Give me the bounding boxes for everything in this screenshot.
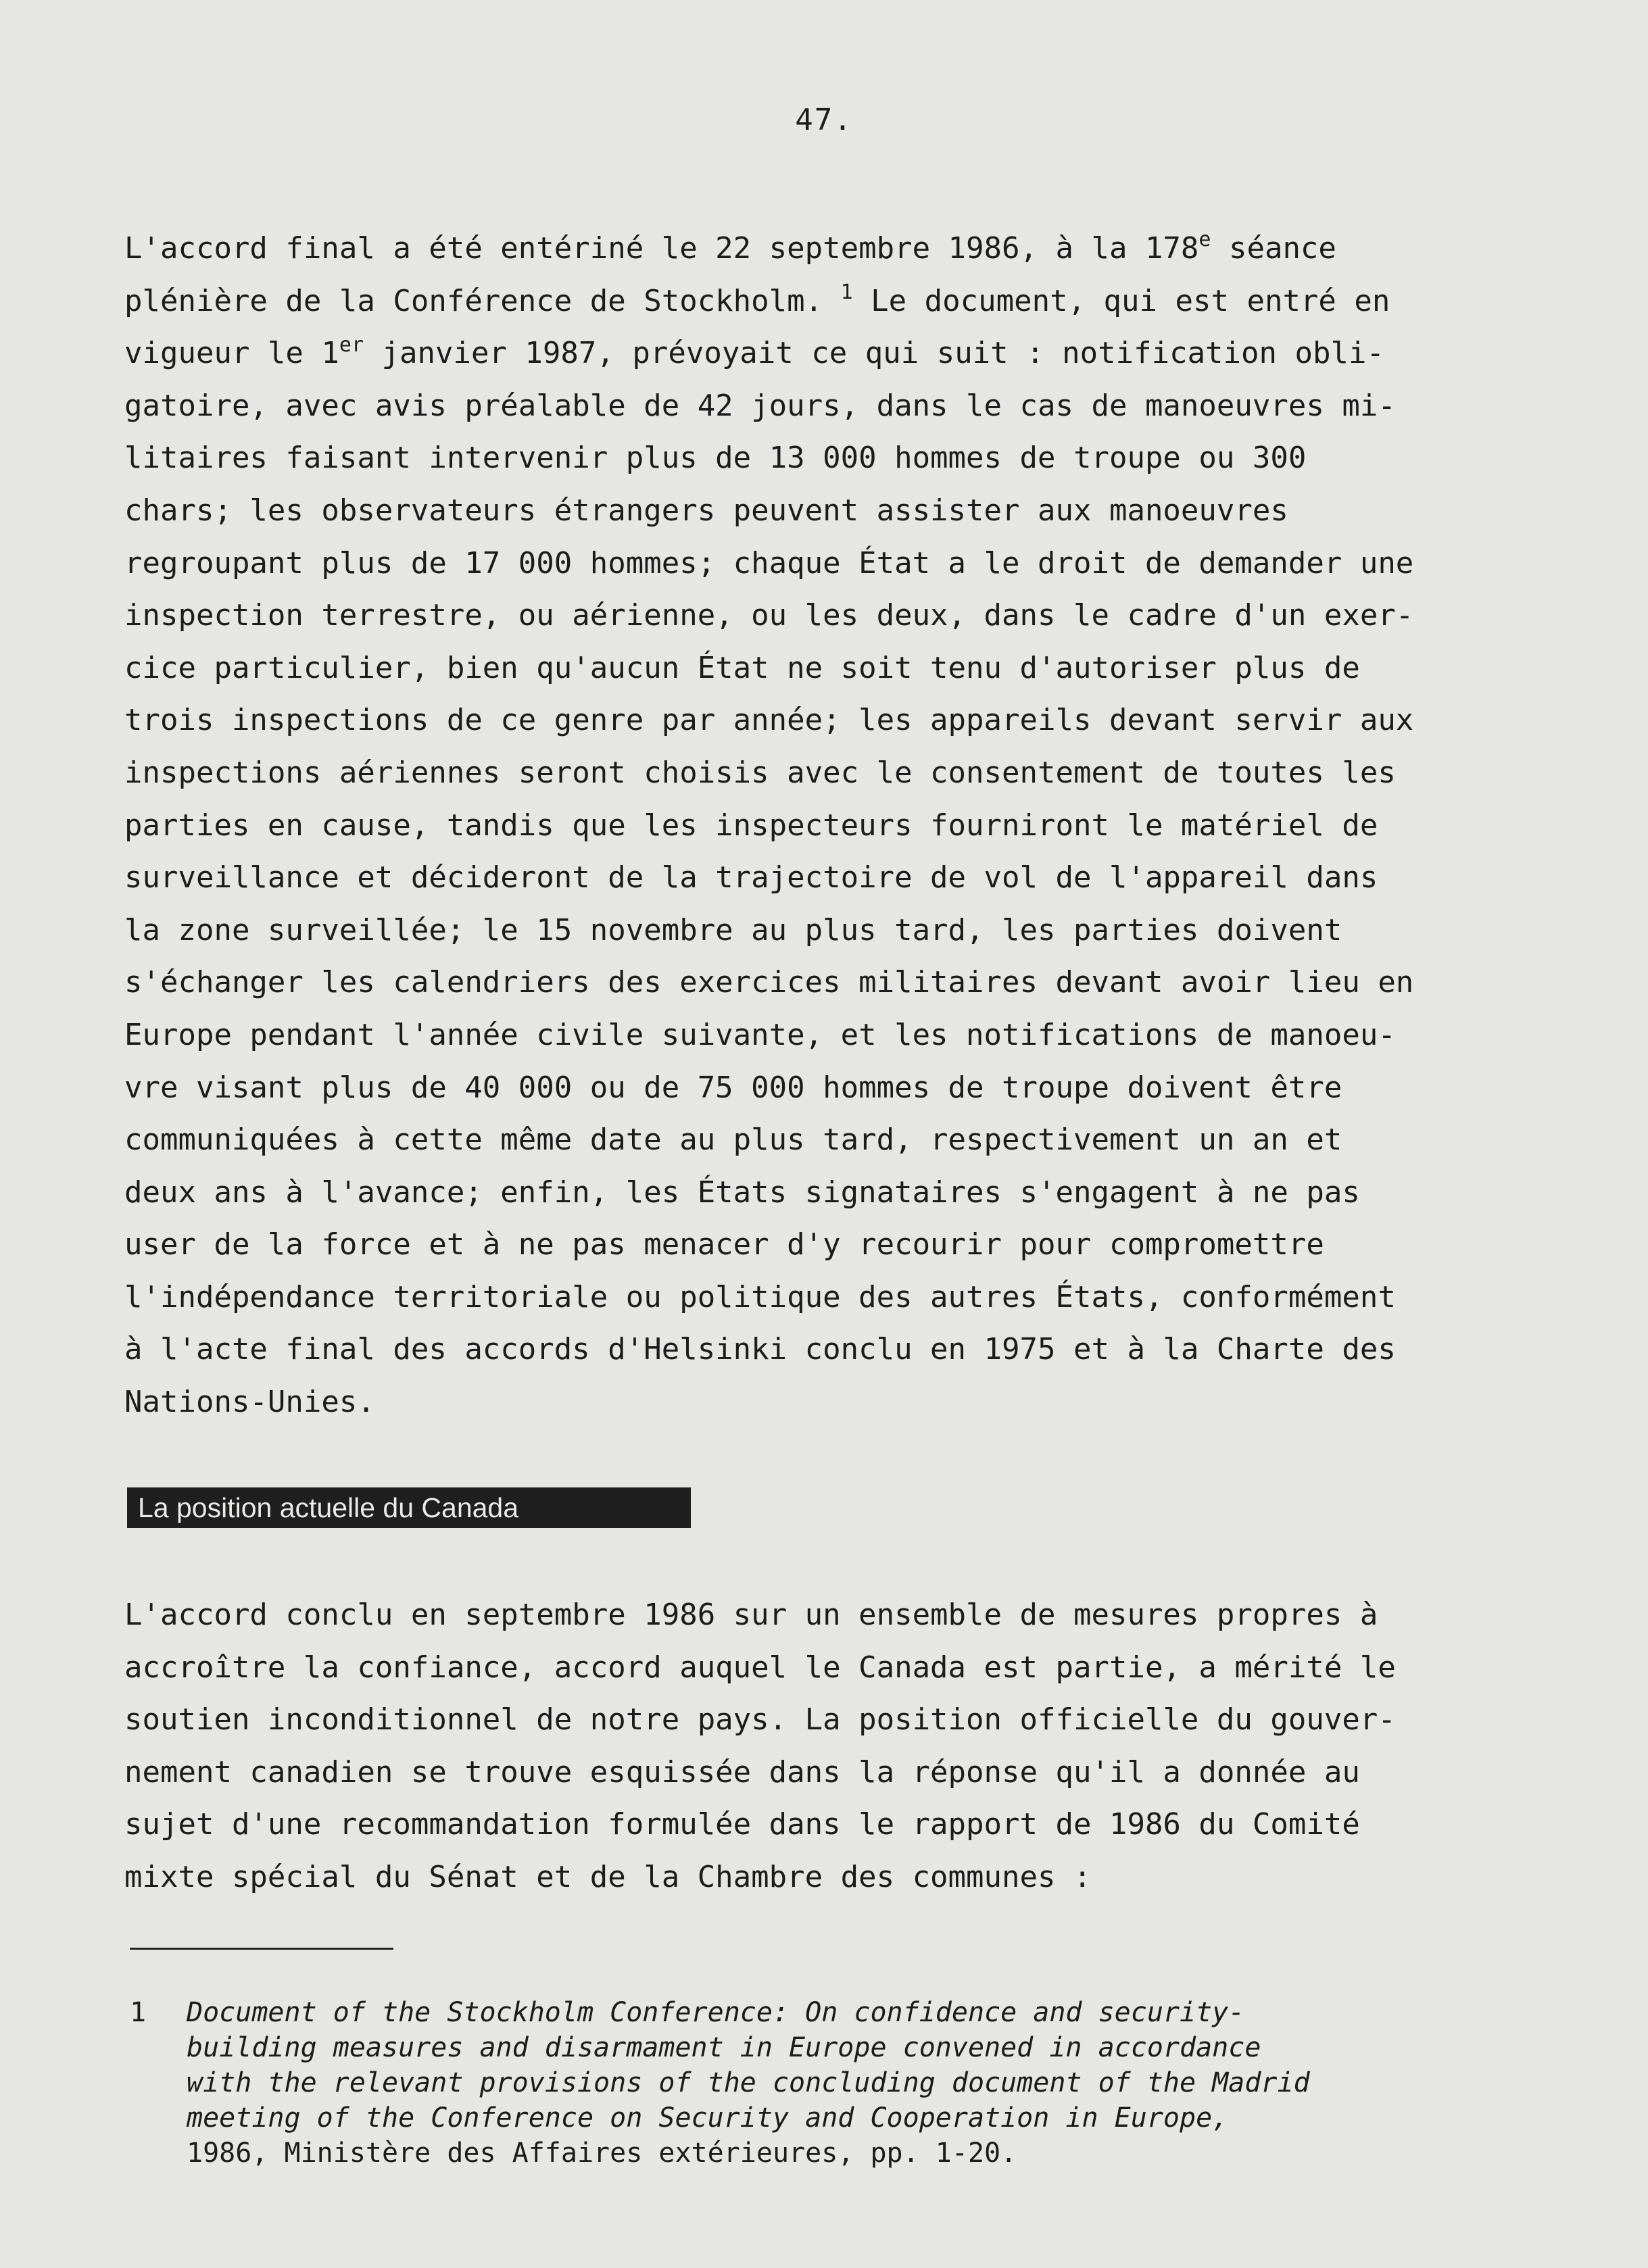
- text-line: accroître la confiance, accord auquel le Canada est partie, a mérité le: [124, 1650, 1396, 1685]
- text-line: L'accord final a été entériné le 22 septembre 1986, à la 178e séance: [124, 228, 1336, 266]
- body-paragraph-accord: [124, 222, 1414, 1429]
- text-line: soutien inconditionnel de notre pays. La position officielle du gouver-: [124, 1702, 1396, 1737]
- text-line: inspections aériennes seront choisis avec le consentement de toutes les: [124, 755, 1396, 790]
- text-line: parties en cause, tandis que les inspecteurs fourniront le matériel de: [124, 808, 1378, 843]
- text-line: chars; les observateurs étrangers peuvent assister aux manoeuvres: [124, 493, 1288, 528]
- text-line: trois inspections de ce genre par année; les appareils devant servir aux: [124, 703, 1414, 738]
- text-line: s'échanger les calendriers des exercices militaires devant avoir lieu en: [124, 965, 1414, 1000]
- text-line: mixte spécial du Sénat et de la Chambre des communes :: [124, 1859, 1092, 1894]
- text-line: l'indépendance territoriale ou politique des autres États, conformément: [124, 1279, 1396, 1314]
- page-number: 47.: [795, 103, 853, 137]
- text-line: nement canadien se trouve esquissée dans la réponse qu'il a donnée au: [124, 1754, 1360, 1790]
- text-line: cice particulier, bien qu'aucun État ne soit tenu d'autoriser plus de: [124, 650, 1360, 685]
- text-line: plénière de la Conférence de Stockholm. $^1$ Le document, qui est entré en: [124, 280, 1390, 318]
- text-line: vre visant plus de 40 000 ou de 75 000 hommes de troupe doivent être: [124, 1070, 1342, 1105]
- footnote-marker: 1: [130, 1997, 147, 2028]
- text-line: la zone surveillée; le 15 novembre au plus tard, les parties doivent: [124, 912, 1342, 947]
- text-line: vigueur le 1er janvier 1987, prévoyait ce qui suit : notification obli-: [124, 332, 1384, 371]
- footnote-line: 1986, Ministère des Affaires extérieures, pp. 1-20.: [187, 2138, 1017, 2169]
- body-paragraph-position: [124, 1589, 1399, 1904]
- superscript: er: [339, 332, 364, 357]
- footnote-line: meeting of the Conference on Security and Cooperation in Europe,: [187, 2102, 1229, 2134]
- text-line: deux ans à l'avance; enfin, les États signataires s'engagent à ne pas: [124, 1175, 1360, 1210]
- text-line: L'accord conclu en septembre 1986 sur un ensemble de mesures propres à: [124, 1598, 1378, 1632]
- text-line: sujet d'une recommandation formulée dans le rapport de 1986 du Comité: [124, 1807, 1360, 1842]
- text-line: communiquées à cette même date au plus tard, respectivement un an et: [124, 1123, 1342, 1158]
- footnote-line: Document of the Stockholm Conference: On confidence and security-: [187, 1997, 1245, 2028]
- footnote-reference: 1: [840, 280, 853, 304]
- footnote-line: building measures and disarmament in Europe convened in accordance: [187, 2032, 1261, 2063]
- text-line: à l'acte final des accords d'Helsinki conclu en 1975 et à la Charte des: [124, 1332, 1396, 1367]
- section-heading: La position actuelle du Canada: [127, 1487, 691, 1528]
- text-line: litaires faisant intervenir plus de 13 000 hommes de troupe ou 300: [124, 441, 1307, 476]
- text-line: gatoire, avec avis préalable de 42 jours, dans le cas de manoeuvres mi-: [124, 388, 1396, 423]
- footnote-line: with the relevant provisions of the concluding document of the Madrid: [187, 2067, 1310, 2098]
- footnote-divider: [130, 1948, 393, 1950]
- footnote-text: [187, 1995, 1403, 2171]
- text-line: inspection terrestre, ou aérienne, ou les deux, dans le cadre d'un exer-: [124, 598, 1414, 633]
- text-line: regroupant plus de 17 000 hommes; chaque État a le droit de demander une: [124, 545, 1414, 581]
- text-line: surveillance et décideront de la trajectoire de vol de l'appareil dans: [124, 860, 1378, 895]
- text-line: Nations-Unies.: [124, 1385, 375, 1420]
- superscript: e: [1198, 228, 1211, 252]
- text-line: user de la force et à ne pas menacer d'y recourir pour compromettre: [124, 1227, 1324, 1262]
- text-line: Europe pendant l'année civile suivante, et les notifications de manoeu-: [124, 1017, 1396, 1052]
